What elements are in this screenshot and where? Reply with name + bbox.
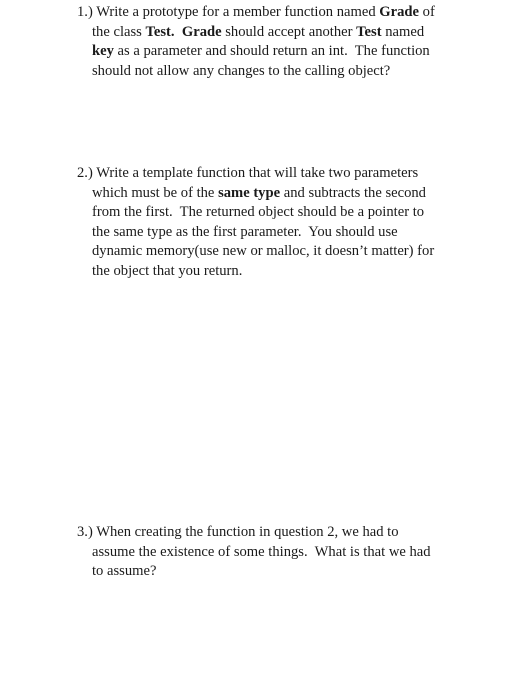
text-run: named <box>381 23 425 40</box>
question-line <box>77 223 472 243</box>
text-run: the object that you return. <box>92 262 243 279</box>
question-line <box>77 203 472 223</box>
question-line <box>77 523 472 543</box>
text-run: should not allow any changes to the calling object? <box>92 62 391 79</box>
bold-term: Grade <box>181 23 222 40</box>
question-line <box>77 242 472 262</box>
question-1 <box>77 3 472 81</box>
text-run: 2.) Write a template function that will take two parameters <box>77 165 419 181</box>
text-run: which must be of the <box>92 184 219 201</box>
question-line <box>77 543 472 563</box>
text-run: and subtracts the second <box>280 184 426 201</box>
bold-term: same type <box>218 184 281 201</box>
text-run: from the first. The returned object should be a pointer to <box>92 204 425 220</box>
text-run: of <box>419 4 435 20</box>
question-line <box>77 164 472 184</box>
bold-term: Test <box>356 23 382 40</box>
bold-term: key <box>92 43 114 59</box>
bold-term: Test. <box>145 23 175 40</box>
text-run: dynamic memory(use new or malloc, it doesn’t matter) for <box>92 243 435 259</box>
text-run: should accept another <box>221 23 357 40</box>
question-line <box>77 184 472 204</box>
text-run: the same type as the first parameter. You should use <box>92 223 398 240</box>
question-line <box>77 262 472 282</box>
question-line <box>77 562 472 582</box>
question-2 <box>77 164 472 281</box>
question-3 <box>77 523 472 582</box>
text-run: to assume? <box>92 563 157 579</box>
text-run: assume the existence of some things. What is that we had <box>92 543 431 560</box>
text-run <box>175 24 182 40</box>
bold-term: Grade <box>379 4 419 20</box>
text-run: the class <box>92 23 146 40</box>
text-run: 1.) Write a prototype for a member function named <box>77 4 380 20</box>
text-run: as a parameter and should return an int. The function <box>113 43 430 59</box>
question-line <box>77 42 472 62</box>
text-run: 3.) When creating the function in question 2, we had to <box>77 524 399 540</box>
question-line <box>77 23 472 43</box>
question-line <box>77 3 472 23</box>
question-line <box>77 62 472 82</box>
